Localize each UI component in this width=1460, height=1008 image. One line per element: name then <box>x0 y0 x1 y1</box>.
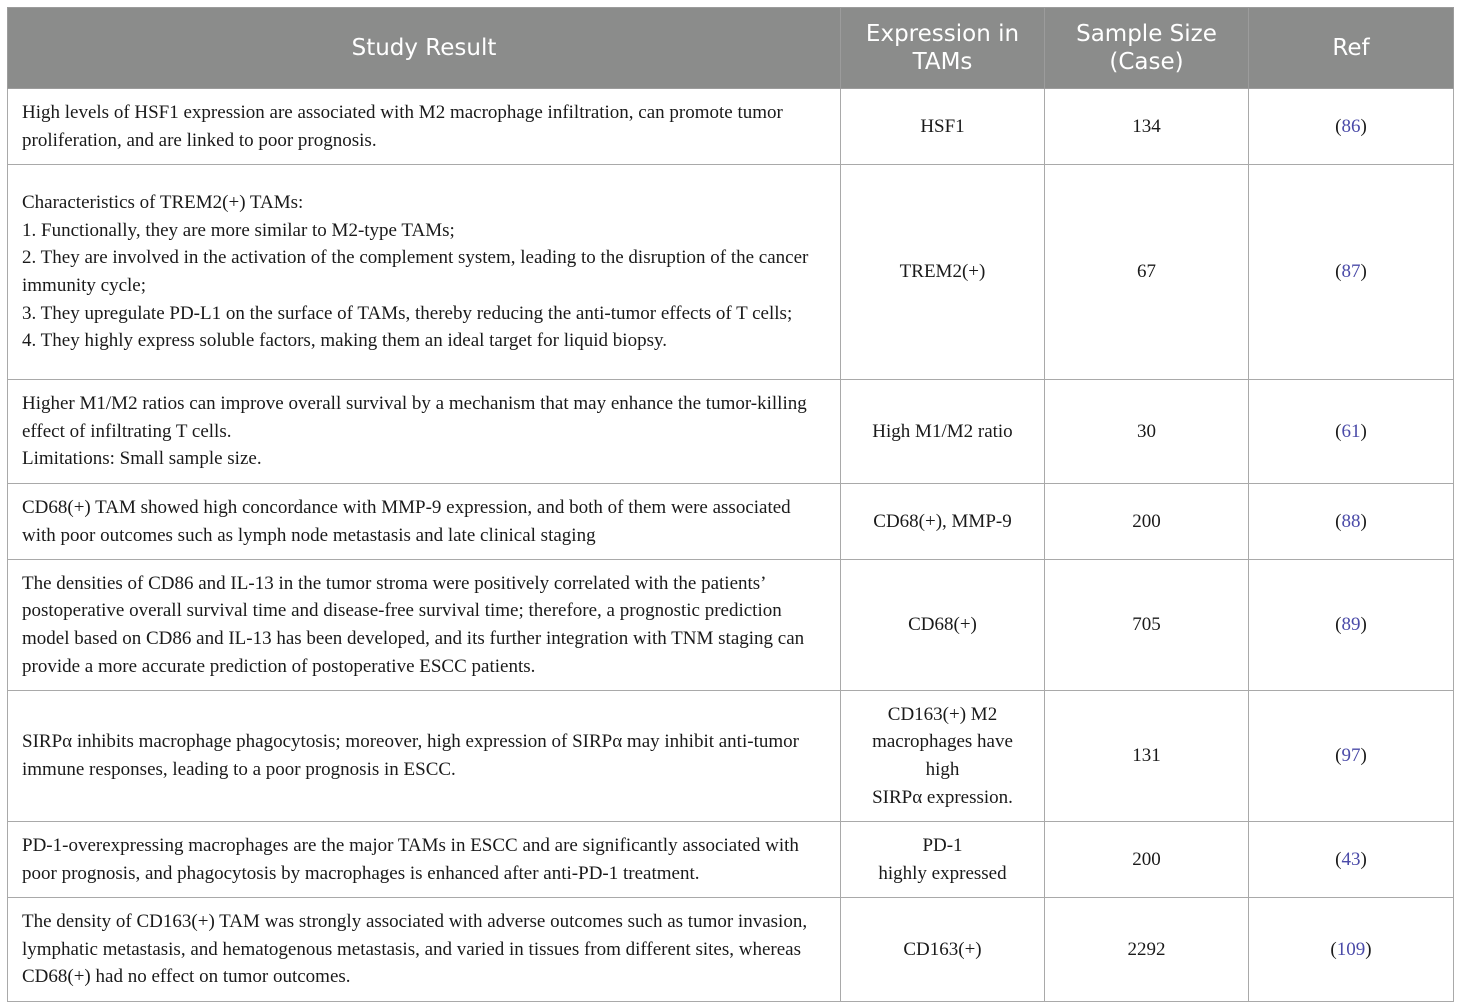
table-row <box>8 898 1454 1002</box>
ref-cell: (43) <box>1249 822 1454 898</box>
sample-size-cell: 131 <box>1045 691 1249 822</box>
table-row <box>8 165 1454 380</box>
table-row <box>8 822 1454 898</box>
result-text: Limitations: Small sample size. <box>22 448 262 470</box>
ref-link[interactable]: 97 <box>1341 745 1361 767</box>
result-text: CD68(+) TAM showed high concordance with MMP-9 expression, and both of them were associated with poor outcomes such as lymph node metastasis and late clinical staging <box>22 496 791 546</box>
expression-text: SIRPα expression. <box>872 786 1013 808</box>
table-row <box>8 89 1454 165</box>
expression-text: High M1/M2 ratio <box>872 420 1013 442</box>
study-result-cell <box>8 165 841 380</box>
expression-cell <box>841 89 1045 165</box>
result-text: Higher M1/M2 ratios can improve overall survival by a mechanism that may enhance the tumor-killing effect of infiltrating T cells. <box>22 393 807 442</box>
sample-size-cell: 705 <box>1045 560 1249 691</box>
table-row <box>8 484 1454 560</box>
result-text: 1. Functionally, they are more similar to M2-type TAMs; <box>22 219 455 241</box>
study-result-cell <box>8 691 841 822</box>
result-text: 4. They highly express soluble factors, making them an ideal target for liquid biopsy. <box>22 330 667 352</box>
header-study-result: Study Result <box>8 8 841 89</box>
expression-cell <box>841 822 1045 898</box>
header-sample-size: Sample Size (Case) <box>1045 8 1249 89</box>
result-text: SIRPα inhibits macrophage phagocytosis; moreover, high expression of SIRPα may inhibit anti-tumor immune responses, leading to a poor prognosis in ESCC. <box>22 731 799 780</box>
expression-text: HSF1 <box>920 115 965 137</box>
expression-cell <box>841 898 1045 1002</box>
expression-cell <box>841 560 1045 691</box>
expression-cell <box>841 691 1045 822</box>
expression-text: CD68(+) <box>908 614 977 636</box>
study-result-cell <box>8 484 841 560</box>
expression-text: highly expressed <box>878 862 1007 884</box>
ref-link[interactable]: 89 <box>1341 614 1361 636</box>
ref-link[interactable]: 87 <box>1341 261 1361 283</box>
ref-cell: (87) <box>1249 165 1454 380</box>
header-row <box>8 8 1454 89</box>
study-result-cell <box>8 560 841 691</box>
expression-text: CD163(+) M2 macrophages have high <box>872 703 1013 780</box>
ref-cell: (97) <box>1249 691 1454 822</box>
result-text: High levels of HSF1 expression are associated with M2 macrophage infiltration, can promote tumor proliferation, and are linked to poor prognosis. <box>22 101 783 151</box>
ref-cell: (88) <box>1249 484 1454 560</box>
result-text: 3. They upregulate PD-L1 on the surface of TAMs, thereby reducing the anti-tumor effects of T cells; <box>22 302 793 324</box>
expression-text: PD-1 <box>922 834 963 856</box>
study-result-cell <box>8 822 841 898</box>
ref-link[interactable]: 61 <box>1341 420 1361 442</box>
expression-cell <box>841 380 1045 484</box>
sample-size-cell: 67 <box>1045 165 1249 380</box>
ref-link[interactable]: 86 <box>1341 115 1361 137</box>
ref-cell: (86) <box>1249 89 1454 165</box>
ref-link[interactable]: 88 <box>1341 510 1361 532</box>
result-text: 2. They are involved in the activation of the complement system, leading to the disruption of the cancer immunity cycle; <box>22 247 809 296</box>
table-row <box>8 380 1454 484</box>
sample-size-cell: 30 <box>1045 380 1249 484</box>
table-row <box>8 691 1454 822</box>
result-text: Characteristics of TREM2(+) TAMs: <box>22 192 304 214</box>
sample-size-cell: 200 <box>1045 822 1249 898</box>
expression-text: CD68(+), MMP-9 <box>873 510 1012 532</box>
study-result-cell <box>8 898 841 1002</box>
sample-size-cell: 200 <box>1045 484 1249 560</box>
header-expression: Expression in TAMs <box>841 8 1045 89</box>
study-results-table <box>7 7 1454 1002</box>
table-row <box>8 560 1454 691</box>
expression-cell <box>841 165 1045 380</box>
result-text: The density of CD163(+) TAM was strongly associated with adverse outcomes such as tumor invasion, lymphatic metastasis, and hematogenous metastasis, and varied in tissues from different sites, whereas CD68(+) had no effect on tumor outcomes. <box>22 911 808 988</box>
header-ref: Ref <box>1249 8 1454 89</box>
study-result-cell <box>8 380 841 484</box>
expression-cell <box>841 484 1045 560</box>
ref-cell: (89) <box>1249 560 1454 691</box>
ref-link[interactable]: 43 <box>1341 848 1361 870</box>
result-text: The densities of CD86 and IL-13 in the tumor stroma were positively correlated with the patients’ postoperative overall survival time and disease-free survival time; therefore, a prognostic prediction model based on CD86 and IL-13 has been developed, and its further integration with TNM staging can provide a more accurate prediction of postoperative ESCC patients. <box>22 572 805 677</box>
study-result-cell <box>8 89 841 165</box>
result-text: PD-1-overexpressing macrophages are the major TAMs in ESCC and are significantly associated with poor prognosis, and phagocytosis by macrophages is enhanced after anti-PD-1 treatment. <box>22 834 799 884</box>
ref-cell: (61) <box>1249 380 1454 484</box>
ref-link[interactable]: 109 <box>1336 938 1366 960</box>
expression-text: CD163(+) <box>903 938 982 960</box>
ref-cell: (109) <box>1249 898 1454 1002</box>
expression-text: TREM2(+) <box>899 261 986 283</box>
sample-size-cell: 134 <box>1045 89 1249 165</box>
sample-size-cell: 2292 <box>1045 898 1249 1002</box>
